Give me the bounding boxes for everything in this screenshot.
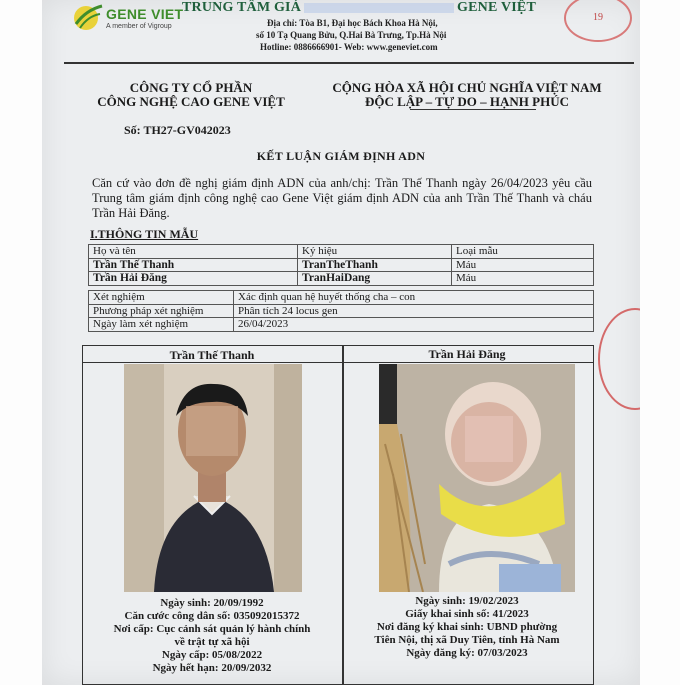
person-left-issued-by: Nơi cấp: Cục cảnh sát quản lý hành chính — [113, 623, 311, 635]
table-cell: Trần Thế Thanh — [89, 258, 298, 272]
document-page — [42, 0, 640, 685]
table-header-row — [89, 245, 594, 259]
nation-line-1: CỘNG HÒA XÃ HỘI CHỦ NGHĨA VIỆT NAM — [332, 80, 602, 95]
document-title: KẾT LUẬN GIÁM ĐỊNH ADN — [256, 149, 426, 163]
person-left-id: Căn cước công dân số: 035092015372 — [124, 610, 300, 622]
person-right-reg-place-2: Tiên Nội, thị xã Duy Tiên, tỉnh Hà Nam — [374, 634, 560, 646]
adult-portrait-icon — [124, 364, 302, 592]
table-cell: TranHaiDang — [298, 272, 452, 286]
table-row — [89, 272, 594, 286]
person-left-dob: Ngày sinh: 20/09/1992 — [160, 597, 264, 609]
table-row — [89, 258, 594, 272]
body-paragraph: Căn cứ vào đơn đề nghị giám định ADN của anh/chị: Trần Thế Thanh ngày 26/04/2023 yêu cầu Trung tâm giám định công nghệ cao Gene Việt giám định ADN của anh Trần Thế Thanh và cháu Trần Hải Đăng. — [92, 176, 592, 220]
nation-line-2: ĐỘC LẬP – TỰ DO – HẠNH PHÚC — [364, 94, 570, 109]
red-seal-icon — [598, 308, 640, 410]
table-cell: Trần Hải Đăng — [89, 272, 298, 286]
table-cell: TranTheThanh — [298, 258, 452, 272]
person-right-name: Trần Hải Đăng — [428, 347, 506, 361]
document-number: Số: TH27-GV042023 — [124, 123, 231, 137]
table-cell: Máu — [452, 272, 594, 286]
table-header: Loại mẫu — [452, 245, 594, 259]
table-cell: Xét nghiệm — [89, 291, 234, 305]
motto-underline — [410, 109, 536, 110]
person-left-expiry: Ngày hết hạn: 20/09/2032 — [152, 662, 272, 674]
table-cell: Máu — [452, 258, 594, 272]
center-name: TRUNG TÂM GIÁ GENE VIỆT — [182, 0, 536, 15]
table-cell: Phương pháp xét nghiệm — [89, 304, 234, 318]
table-cell: Phân tích 24 locus gen — [234, 304, 594, 318]
header-rule — [64, 62, 634, 64]
baby-portrait-icon — [379, 364, 575, 592]
person-right-dob: Ngày sinh: 19/02/2023 — [415, 595, 519, 607]
person-right-photo — [379, 364, 575, 592]
table-cell: Xác định quan hệ huyết thống cha – con — [234, 291, 594, 305]
table-row — [89, 318, 594, 332]
hotline: Hotline: 0886666901- Web: www.geneviet.com — [260, 42, 438, 52]
sample-table — [88, 244, 594, 286]
test-table — [88, 290, 594, 332]
address-line-2: số 10 Tạ Quang Bửu, Q.Hai Bà Trưng, Tp.Hà Nội — [256, 30, 447, 40]
person-left-photo — [124, 364, 302, 592]
person-left-issued-by-2: về trật tự xã hội — [174, 636, 250, 648]
address-line-1: Địa chỉ: Tòa B1, Đại học Bách Khoa Hà Nội, — [267, 18, 438, 28]
person-left-issue-date: Ngày cấp: 05/08/2022 — [161, 649, 263, 661]
table-cell: Ngày làm xét nghiệm — [89, 318, 234, 332]
table-header: Họ và tên — [89, 245, 298, 259]
logo-name: GENE VIET — [106, 6, 184, 22]
section-heading: I.THÔNG TIN MẪU — [90, 227, 199, 241]
person-left-name: Trần Thế Thanh — [169, 348, 255, 362]
person-right-birth-cert: Giấy khai sinh số: 41/2023 — [405, 608, 529, 620]
table-row — [89, 291, 594, 305]
stamp-number: 19 — [564, 0, 632, 42]
table-header: Ký hiệu — [298, 245, 452, 259]
person-right-reg-date: Ngày đăng ký: 07/03/2023 — [406, 647, 528, 659]
logo-tagline: A member of Vigroup — [106, 23, 172, 30]
gene-viet-logo-icon — [70, 2, 106, 34]
company-line-1: CÔNG TY CỔ PHẦN — [129, 80, 253, 95]
table-cell: 26/04/2023 — [234, 318, 594, 332]
table-row — [89, 304, 594, 318]
company-line-2: CÔNG NGHỆ CAO GENE VIỆT — [97, 94, 285, 109]
person-right-reg-place: Nơi đăng ký khai sinh: UBND phường — [376, 621, 558, 633]
